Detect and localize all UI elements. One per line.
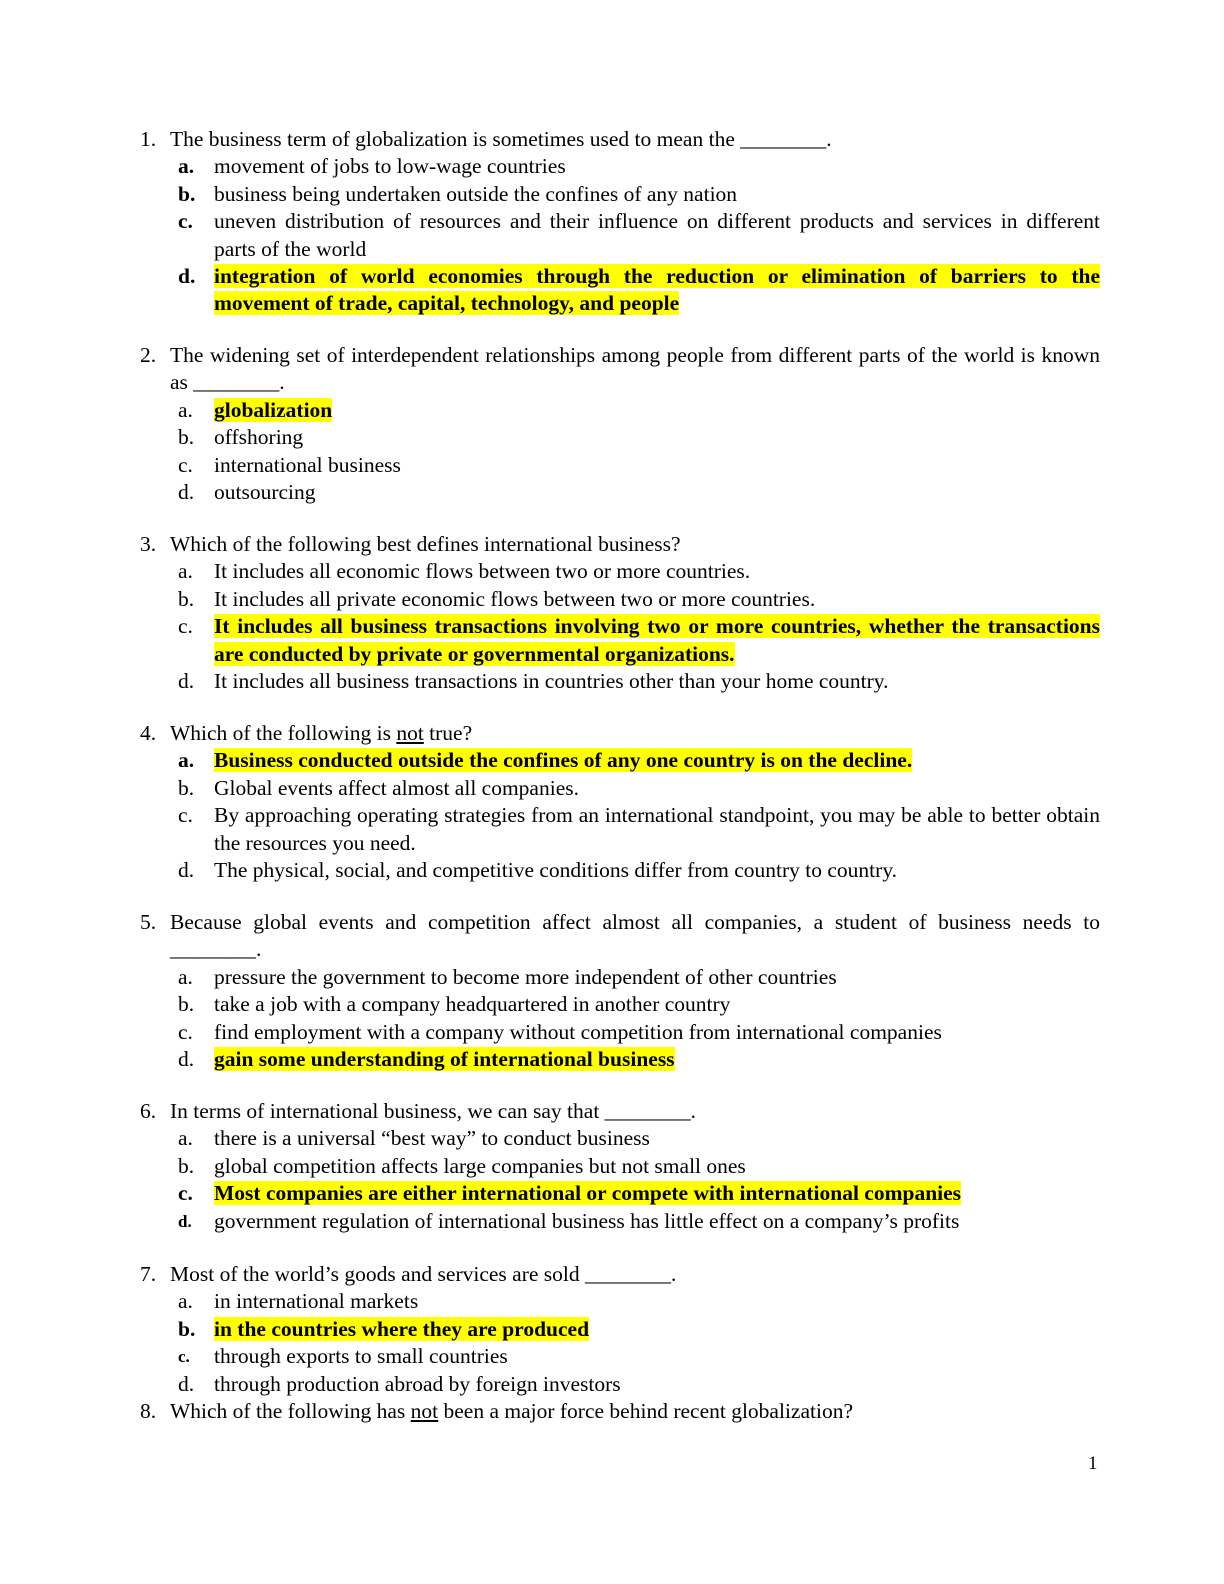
option-letter: d. <box>178 669 195 694</box>
option-c-correct <box>140 1180 1100 1207</box>
option-letter: a. <box>178 559 193 584</box>
question-8 <box>140 1398 1100 1425</box>
question-text: In terms of international business, we can say that ________. <box>170 1099 697 1123</box>
option-letter: d. <box>178 1371 195 1396</box>
highlighted-answer: globalization <box>214 397 333 422</box>
option-letter: a. <box>178 397 193 422</box>
question-7 <box>140 1261 1100 1425</box>
question-number: 3. <box>140 532 157 556</box>
question-number: 1. <box>140 127 157 151</box>
question-number: 8. <box>140 1399 157 1424</box>
option-letter: b. <box>178 425 195 450</box>
option-a-correct <box>140 747 1100 774</box>
option-text: international business <box>214 452 401 477</box>
option-b <box>140 991 1100 1018</box>
option-text: It includes all economic flows between two or more countries. <box>214 559 751 584</box>
question-text: The business term of globalization is sometimes used to mean the ________. <box>170 127 832 151</box>
question-5 <box>140 909 1100 1073</box>
question-1 <box>140 126 1100 318</box>
question-text-pre: Which of the following has <box>170 1399 411 1424</box>
question-number: 6. <box>140 1099 157 1123</box>
option-b <box>140 1153 1100 1180</box>
option-d-correct <box>140 1046 1100 1073</box>
option-c <box>140 802 1100 857</box>
option-text: uneven distribution of resources and their influence on different products and services in different parts of the world <box>214 209 1100 261</box>
option-a <box>140 153 1100 180</box>
option-letter: c. <box>178 209 193 234</box>
option-c-correct <box>140 613 1100 668</box>
option-b-correct <box>140 1316 1100 1343</box>
option-b <box>140 775 1100 802</box>
question-text: The widening set of interdependent relationships among people from different parts of the world is known as ________. <box>170 343 1100 395</box>
question-stem <box>140 909 1100 964</box>
question-stem <box>140 342 1100 397</box>
option-letter: b. <box>178 992 195 1017</box>
option-text: Global events affect almost all companies. <box>214 775 579 800</box>
option-letter: d. <box>178 1211 192 1231</box>
option-letter: d. <box>178 480 195 505</box>
option-text: The physical, social, and competitive conditions differ from country to country. <box>214 858 898 883</box>
option-letter: c. <box>178 1181 193 1206</box>
option-d-correct <box>140 263 1100 318</box>
question-stem <box>140 126 1100 153</box>
option-text: through production abroad by foreign investors <box>214 1371 621 1396</box>
option-text: movement of jobs to low-wage countries <box>214 154 566 179</box>
option-a <box>140 1288 1100 1315</box>
option-letter: b. <box>178 586 195 611</box>
option-text: business being undertaken outside the confines of any nation <box>214 181 738 206</box>
option-c <box>140 1343 1100 1370</box>
option-b <box>140 181 1100 208</box>
option-letter: c. <box>178 452 193 477</box>
highlighted-answer: Business conducted outside the confines of any one country is on the decline. <box>214 748 913 773</box>
option-d <box>140 668 1100 695</box>
option-text: government regulation of international business has little effect on a company’s profits <box>214 1208 960 1233</box>
question-stem <box>140 720 1100 747</box>
underlined-word: not <box>396 721 424 745</box>
option-text: outsourcing <box>214 480 316 505</box>
option-text: in international markets <box>214 1289 419 1314</box>
option-letter: c. <box>178 1347 190 1367</box>
option-text: offshoring <box>214 425 304 450</box>
option-d <box>140 1208 1100 1235</box>
option-a <box>140 1125 1100 1152</box>
option-letter: a. <box>178 1289 193 1314</box>
question-text: Most of the world’s goods and services are sold ________. <box>170 1262 677 1286</box>
option-text: pressure the government to become more independent of other countries <box>214 964 837 989</box>
option-letter: d. <box>178 1047 195 1072</box>
option-letter: a. <box>178 748 195 773</box>
question-number: 5. <box>140 910 157 934</box>
page-number: 1 <box>1088 1453 1098 1474</box>
option-letter: a. <box>178 964 193 989</box>
question-text-post: true? <box>423 721 473 745</box>
option-letter: c. <box>178 1019 193 1044</box>
option-text: By approaching operating strategies from an international standpoint, you may be able to better obtain the resources you need. <box>214 803 1100 855</box>
option-letter: d. <box>178 264 196 289</box>
option-b <box>140 586 1100 613</box>
option-letter: a. <box>178 1126 193 1151</box>
option-text: there is a universal “best way” to conduct business <box>214 1126 650 1151</box>
option-a <box>140 558 1100 585</box>
question-3 <box>140 531 1100 695</box>
question-stem <box>140 1098 1100 1125</box>
option-text: take a job with a company headquartered in another country <box>214 992 731 1017</box>
question-text-post: been a major force behind recent globalization? <box>438 1399 853 1424</box>
option-d <box>140 1371 1100 1398</box>
option-letter: d. <box>178 858 195 883</box>
option-b <box>140 424 1100 451</box>
option-text: find employment with a company without competition from international companies <box>214 1019 942 1044</box>
question-4 <box>140 720 1100 884</box>
highlighted-answer: in the countries where they are produced <box>214 1316 590 1341</box>
option-text: global competition affects large companies but not small ones <box>214 1153 746 1178</box>
question-number: 7. <box>140 1262 157 1286</box>
question-text-pre: Which of the following is <box>170 721 397 745</box>
question-text: Which of the following best defines international business? <box>170 532 681 556</box>
option-letter: b. <box>178 1316 196 1341</box>
option-letter: b. <box>178 181 196 206</box>
option-text: It includes all private economic flows between two or more countries. <box>214 586 816 611</box>
highlighted-answer: It includes all business transactions involving two or more countries, whether the transactions are conducted by private or governmental organizations. <box>214 614 1100 666</box>
option-c <box>140 1019 1100 1046</box>
option-text: It includes all business transactions in countries other than your home country. <box>214 669 889 694</box>
highlighted-answer: gain some understanding of international business <box>214 1047 675 1072</box>
option-c <box>140 452 1100 479</box>
question-stem <box>140 1261 1100 1288</box>
option-letter: c. <box>178 803 193 828</box>
highlighted-answer: integration of world economies through the reduction or elimination of barriers to the movement of trade, capital, technology, and people <box>214 264 1100 316</box>
question-number: 4. <box>140 721 157 745</box>
highlighted-answer: Most companies are either international or compete with international companies <box>214 1181 962 1206</box>
question-number: 2. <box>140 343 157 367</box>
option-letter: a. <box>178 154 195 179</box>
option-d <box>140 479 1100 506</box>
option-c <box>140 208 1100 263</box>
question-stem <box>140 531 1100 558</box>
question-text: Because global events and competition affect almost all companies, a student of business needs to ________. <box>170 910 1100 962</box>
question-6 <box>140 1098 1100 1235</box>
option-d <box>140 857 1100 884</box>
option-text: through exports to small countries <box>214 1344 508 1369</box>
option-letter: b. <box>178 775 195 800</box>
underlined-word: not <box>410 1399 439 1424</box>
option-letter: b. <box>178 1153 195 1178</box>
option-a-correct <box>140 397 1100 424</box>
option-letter: c. <box>178 614 193 639</box>
option-a <box>140 964 1100 991</box>
question-2 <box>140 342 1100 506</box>
